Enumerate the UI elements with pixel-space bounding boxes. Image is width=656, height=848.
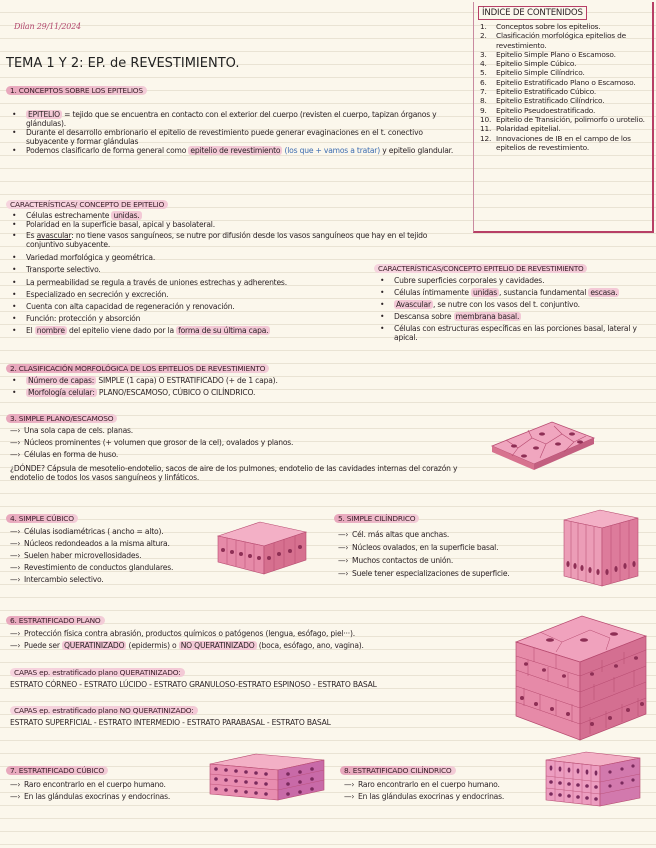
index-item-text: Epitelio Pseudoestratificado.	[496, 105, 596, 115]
highlight: unidas	[473, 288, 498, 298]
list-item: —› Células en forma de huso.	[10, 450, 470, 459]
list-item	[374, 312, 652, 321]
list-item	[374, 300, 652, 309]
section-4-list	[10, 527, 220, 584]
list-item: —› Intercambio selectivo.	[10, 575, 220, 584]
text: (boca, esófago, ano, vagina).	[256, 641, 364, 651]
text: Descansa sobre	[394, 312, 454, 322]
text: Células estrechamente	[26, 211, 112, 220]
capas-queratinizado: ESTRATO CÓRNEO - ESTRATO LÚCIDO - ESTRATO GRANULOSO-ESTRATO ESPINOSO - ESTRATO BASAL	[10, 680, 377, 689]
list-item: • Función: protección y absorción	[6, 314, 446, 323]
list-item: • Células con estructuras específicas en las porciones basal, lateral y apical.	[374, 324, 652, 342]
text: Es	[26, 231, 37, 241]
index-item-text: Conceptos sobre los epitelios.	[496, 22, 601, 31]
carac-heading: CARACTERÍSTICAS/ CONCEPTO DE EPITELIO	[6, 200, 168, 209]
index-heading: ÍNDICE DE CONTENIDOS	[478, 6, 587, 20]
list-item: —› Una sola capa de cels. planas.	[10, 426, 470, 435]
text: , sustancia fundamental	[499, 288, 589, 298]
index-item	[476, 96, 652, 105]
index-item-number: 3.	[480, 49, 487, 59]
highlight: forma de su última capa.	[178, 325, 269, 335]
list-item: • Transporte selectivo.	[6, 265, 446, 274]
section-1-list	[6, 110, 456, 155]
stratified-squamous-illustration	[510, 612, 650, 744]
carac2-list	[374, 276, 652, 343]
section-3-list	[10, 426, 470, 459]
list-item: —› Raro encontrarlo en el cuerpo humano.	[10, 780, 210, 789]
index-item	[476, 115, 652, 124]
capas-no-queratinizado: ESTRATO SUPERFICIAL - ESTRATO INTERMEDIO - ESTRATO PARABASAL - ESTRATO BASAL	[10, 718, 331, 727]
index-item-number: 2.	[480, 31, 487, 41]
highlight: epitelio de revestimiento	[190, 146, 281, 156]
section-6-heading: 6. ESTRATIFICADO PLANO	[6, 616, 105, 625]
list-item: • Cubre superficies corporales y cavidades.	[374, 276, 652, 285]
index-item	[476, 22, 652, 31]
text: Células íntimamente	[394, 288, 472, 298]
index-item	[476, 59, 652, 68]
highlight: QUERATINIZADO	[64, 641, 125, 651]
blue-note: (los que + vamos a tratar)	[282, 146, 380, 156]
index-item	[476, 68, 652, 77]
index-item-text: Epitelio Estratificado Plano o Escamoso.	[496, 77, 636, 87]
section-7-list	[10, 780, 210, 801]
index-item-text: Polaridad epitelial.	[496, 124, 561, 134]
index-item-number: 6.	[480, 77, 487, 87]
highlight: Avascular	[396, 300, 431, 310]
section-2-heading: 2. CLASIFICACIÓN MORFOLÓGICA DE LOS EPITELIOS DE REVESTIMIENTO	[6, 364, 269, 373]
index-item-text: Epitelio de Transición, polimorfo o urotelio.	[496, 114, 645, 124]
index-item-number: 8.	[480, 96, 487, 106]
index-item-text: Epitelio Estratificado Cilíndrico.	[496, 96, 605, 106]
list-item: —› Raro encontrarlo en el cuerpo humano.	[344, 780, 544, 789]
index-item-number: 5.	[480, 68, 487, 78]
list-item: —› Núcleos ovalados, en la superficie basal.	[338, 543, 553, 552]
section-3-donde: ¿DÓNDE? Cápsula de mesotelio-endotelio, sacos de aire de los pulmones, endotelio de las cavidades internas del corazón y endotelio de todos los vasos sanguíneos y linfáticos.	[10, 464, 458, 483]
text: = tejido que se encuentra en contacto con el exterior del cuerpo (revisten el cuerpo, tapizan órganos y glándulas).	[26, 110, 437, 129]
list-item: —› Núcleos prominentes (+ volumen que grosor de la cel), ovalados y planos.	[10, 438, 470, 447]
list-item: • Durante el desarrollo embrionario el epitelio de revestimiento puede generar evaginaciones en el t. conectivo subyacente y formar glándulas	[6, 128, 456, 146]
section-8-heading: 8. ESTRATIFICADO CILÍNDRICO	[340, 766, 456, 775]
page-title: TEMA 1 Y 2: EP. de REVESTIMIENTO.	[6, 56, 240, 71]
signature: Dilan 29/11/2024	[14, 22, 81, 31]
index-item	[476, 106, 652, 115]
index-item-text: Clasificación morfológica epitelios de revestimiento.	[496, 31, 626, 50]
text: , se nutre con los vasos del t. conjuntivo.	[432, 300, 580, 310]
list-item: —› En las glándulas exocrinas y endocrinas.	[10, 792, 210, 801]
section-3-heading: 3. SIMPLE PLANO/ESCAMOSO	[6, 414, 117, 423]
list-item	[6, 146, 456, 155]
highlight: NO QUERATINIZADO	[180, 641, 255, 651]
list-item: • La permeabilidad se regula a través de uniones estrechas y adherentes.	[6, 278, 446, 287]
list-item: —› Protección física contra abrasión, productos químicos o patógenos (lengua, esófago, piel···).	[10, 629, 510, 638]
list-item: —› Células isodiamétricas ( ancho = alto).	[10, 527, 220, 536]
index-item-text: Epitelio Simple Cilíndrico.	[496, 68, 585, 78]
index-item-text: Epitelio Simple Plano o Escamoso.	[496, 49, 616, 59]
index-item-number: 1.	[480, 22, 487, 31]
highlight: unidas.	[113, 211, 140, 220]
section-2-list	[6, 376, 456, 397]
list-item: • Variedad morfológica y geométrica.	[6, 253, 446, 262]
simple-squamous-illustration	[488, 412, 598, 474]
section-4-heading: 4. SIMPLE CÚBICO	[6, 514, 78, 523]
index-item	[476, 50, 652, 59]
text: Puede ser	[24, 641, 63, 651]
list-item	[6, 376, 456, 385]
index-item-number: 4.	[480, 59, 487, 69]
highlight: escasa.	[590, 288, 618, 298]
index-item-number: 11.	[480, 124, 492, 134]
list-item: —› Suele tener especializaciones de superficie.	[338, 569, 553, 578]
index-item-text: Epitelio Estratificado Cúbico.	[496, 87, 596, 97]
list-item	[6, 110, 456, 128]
text: SIMPLE (1 capa) O ESTRATIFICADO (+ de 1 capa).	[96, 376, 278, 385]
index-list	[476, 22, 652, 152]
list-item: —› Revestimiento de conductos glandulares.	[10, 563, 220, 572]
list-item	[6, 388, 456, 397]
list-item: • Especializado en secreción y excreción.	[6, 290, 446, 299]
stratified-cuboidal-illustration	[206, 752, 328, 802]
section-7-heading: 7. ESTRATIFICADO CÚBICO	[6, 766, 108, 775]
text: El	[26, 325, 35, 335]
highlight: Número de capas:	[28, 376, 95, 385]
index-item-number: 9.	[480, 105, 487, 115]
text: y epitelio glandular.	[380, 146, 454, 156]
list-item: —› Suelen haber microvellosidades.	[10, 551, 220, 560]
list-item	[10, 641, 510, 650]
highlight: nombre	[36, 325, 65, 335]
text: Podemos clasificarlo de forma general como	[26, 146, 189, 156]
section-1-heading: 1. CONCEPTOS SOBRE LOS EPITELIOS	[6, 86, 147, 95]
stratified-columnar-illustration	[542, 750, 644, 810]
text: : no tiene vasos sanguíneos, se nutre por difusión desde los vasos sanguíneos que hay en el tejido conjuntivo subyacente.	[26, 231, 428, 250]
simple-columnar-illustration	[560, 506, 642, 590]
capas-queratinizado-heading: CAPAS ep. estratificado plano QUERATINIZADO:	[10, 668, 185, 677]
carac2-heading: CARACTERÍSTICAS/CONCEPTO EPITELIO DE REVESTIMIENTO	[374, 264, 587, 273]
index-item	[476, 134, 652, 153]
index-item-number: 12.	[480, 133, 492, 143]
index-item	[476, 87, 652, 96]
simple-cuboidal-illustration	[214, 516, 310, 578]
list-item: —› Muchos contactos de unión.	[338, 556, 553, 565]
text: PLANO/ESCAMOSO, CÚBICO O CILÍNDRICO.	[96, 388, 256, 398]
text: (epidermis) o	[126, 641, 179, 651]
highlight: Morfología celular:	[28, 388, 95, 398]
list-item	[374, 288, 652, 297]
list-item	[6, 231, 446, 249]
index-item	[476, 31, 652, 50]
section-6-list	[10, 629, 510, 650]
list-item: —› Núcleos redondeados a la misma altura.	[10, 539, 220, 548]
index-item-text: Epitelio Simple Cúbico.	[496, 59, 577, 69]
index-item	[476, 124, 652, 133]
term-epitelio: EPITELIO	[28, 110, 60, 119]
index-item-number: 10.	[480, 114, 492, 124]
text: del epitelio viene dado por la	[66, 325, 177, 335]
section-5-list	[338, 530, 553, 578]
list-item: —› Cél. más altas que anchas.	[338, 530, 553, 539]
capas-no-queratinizado-heading: CAPAS ep. estratificado plano NO QUERATINIZADO:	[10, 706, 198, 715]
index-box	[473, 2, 654, 233]
underlined: avascular	[36, 231, 72, 241]
list-item: • Cuenta con alta capacidad de regeneración y renovación.	[6, 302, 446, 311]
index-item	[476, 78, 652, 87]
list-item: • Polaridad en la superficie basal, apical y basolateral.	[6, 220, 446, 229]
index-item-text: Innovaciones de IB en el campo de los epitelios de revestimiento.	[496, 133, 631, 152]
section-8-list	[344, 780, 544, 801]
list-item	[6, 211, 446, 220]
section-5-heading: 5. SIMPLE CILÍNDRICO	[334, 514, 419, 523]
highlight: membrana basal.	[455, 312, 520, 322]
index-item-number: 7.	[480, 87, 487, 97]
list-item: —› En las glándulas exocrinas y endocrinas.	[344, 792, 544, 801]
